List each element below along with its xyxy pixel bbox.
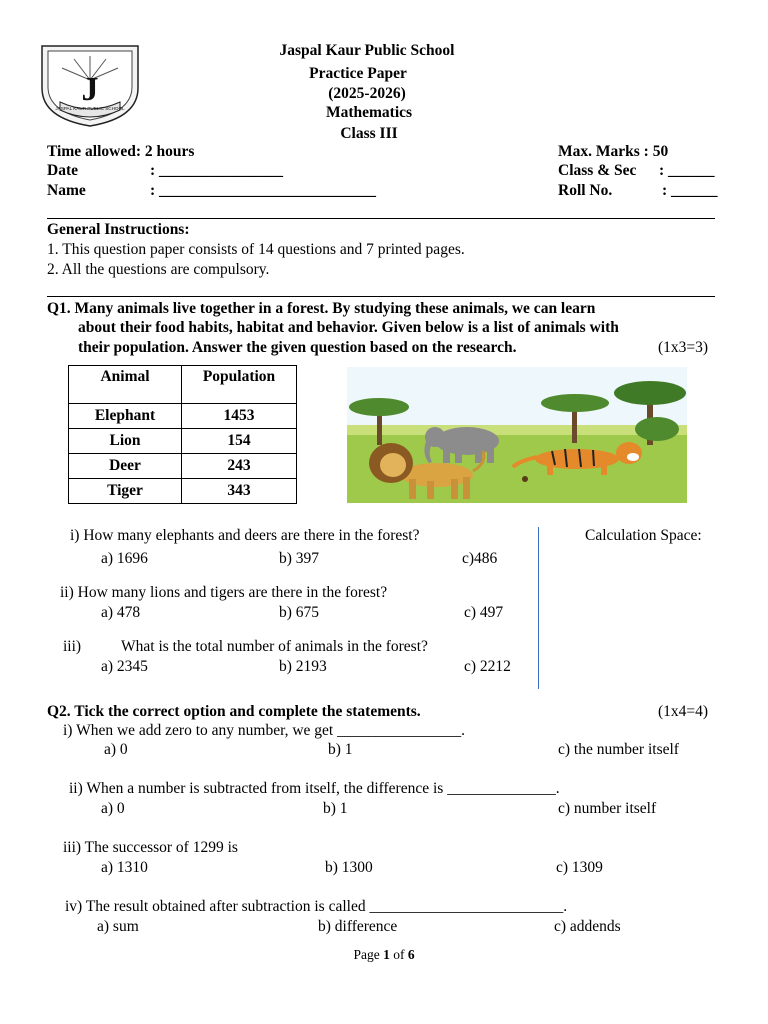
date-label: Date xyxy=(47,162,78,179)
page-total: 6 xyxy=(407,947,415,962)
logo-letter: J xyxy=(81,71,99,108)
option[interactable]: c) addends xyxy=(554,918,621,935)
option[interactable]: b) 1300 xyxy=(325,859,373,876)
q1-sub-3: What is the total number of animals in the forest? xyxy=(121,638,428,655)
q1-sub-3-number: iii) xyxy=(63,638,82,655)
calculation-divider xyxy=(538,527,539,689)
page-number xyxy=(0,947,768,963)
option[interactable]: c) the number itself xyxy=(558,741,679,758)
option[interactable]: a) 0 xyxy=(104,741,128,758)
option[interactable]: a) 1696 xyxy=(101,550,148,567)
option[interactable]: a) 2345 xyxy=(101,658,148,675)
subject: Mathematics xyxy=(325,104,413,121)
table-cell: Deer xyxy=(69,454,182,479)
option[interactable]: a) 478 xyxy=(101,604,141,621)
table-cell: 243 xyxy=(182,454,297,479)
option[interactable]: a) 0 xyxy=(101,800,125,817)
table-cell: Tiger xyxy=(69,479,182,504)
option[interactable]: c) 2212 xyxy=(464,658,511,675)
q1-marks: (1x3=3) xyxy=(658,339,709,356)
option[interactable]: b) 2193 xyxy=(279,658,327,675)
option[interactable]: b) 1 xyxy=(328,741,353,758)
q2-sub-2: ii) When a number is subtracted from itself, the difference is ______________. xyxy=(69,780,560,797)
option[interactable]: c) 497 xyxy=(464,604,504,621)
forest-animals-image xyxy=(347,367,687,503)
table-header: Animal xyxy=(69,366,182,404)
option[interactable]: a) sum xyxy=(97,918,139,935)
calculation-space-label: Calculation Space: xyxy=(585,527,702,544)
q1-sub-2: ii) How many lions and tigers are there in the forest? xyxy=(60,584,388,601)
page-prefix: Page xyxy=(353,947,384,962)
option[interactable]: c) number itself xyxy=(558,800,657,817)
q2-sub-1: i) When we add zero to any number, we get ________________. xyxy=(63,722,465,739)
divider xyxy=(47,296,715,297)
option[interactable]: b) difference xyxy=(318,918,398,935)
time-allowed: Time allowed: 2 hours xyxy=(47,143,195,160)
table-cell: 154 xyxy=(182,429,297,454)
option[interactable]: c) 1309 xyxy=(556,859,603,876)
option[interactable]: b) 397 xyxy=(279,550,320,567)
q1-line-1: Q1. Many animals live together in a forest. By studying these animals, we can learn xyxy=(47,300,596,317)
q2-title: Q2. Tick the correct option and complete the statements. xyxy=(47,703,421,720)
page-current: 1 xyxy=(383,947,390,962)
instruction-2: 2. All the questions are compulsory. xyxy=(47,261,270,278)
option[interactable]: c)486 xyxy=(462,550,498,567)
q2-sub-4: iv) The result obtained after subtraction is called _________________________. xyxy=(65,898,568,915)
option[interactable]: a) 1310 xyxy=(101,859,148,876)
option[interactable]: b) 675 xyxy=(279,604,320,621)
roll-field[interactable]: : ______ xyxy=(662,182,718,199)
table-cell: 1453 xyxy=(182,404,297,429)
table-cell: Elephant xyxy=(69,404,182,429)
name-label: Name xyxy=(47,182,86,199)
instructions-title: General Instructions: xyxy=(47,221,190,238)
q1-line-2: about their food habits, habitat and behavior. Given below is a list of animals with xyxy=(78,319,619,336)
q2-sub-3: iii) The successor of 1299 is xyxy=(63,839,238,856)
class-sec-field[interactable]: : ______ xyxy=(659,162,715,179)
name-field[interactable]: : ____________________________ xyxy=(150,182,377,199)
session: (2025-2026) xyxy=(328,85,406,102)
date-field[interactable]: : ________________ xyxy=(150,162,284,179)
school-name: Jaspal Kaur Public School xyxy=(279,42,455,59)
class-sec-label: Class & Sec xyxy=(558,162,637,179)
page-of: of xyxy=(389,947,408,962)
max-marks: Max. Marks : 50 xyxy=(558,143,669,160)
instruction-1: 1. This question paper consists of 14 questions and 7 printed pages. xyxy=(47,241,465,258)
logo-text: JASPAL KAUR PUBLIC SCHOOL xyxy=(55,106,125,111)
class: Class III xyxy=(340,125,398,142)
q1-sub-1: i) How many elephants and deers are there in the forest? xyxy=(70,527,420,544)
paper-title: Practice Paper xyxy=(309,65,407,82)
q2-marks: (1x4=4) xyxy=(658,703,709,720)
table-cell: 343 xyxy=(182,479,297,504)
table-header: Population xyxy=(182,366,297,404)
roll-label: Roll No. xyxy=(558,182,613,199)
table-cell: Lion xyxy=(69,429,182,454)
population-table xyxy=(68,365,297,504)
option[interactable]: b) 1 xyxy=(323,800,348,817)
q1-line-3: their population. Answer the given question based on the research. xyxy=(78,339,517,356)
divider xyxy=(47,218,715,219)
